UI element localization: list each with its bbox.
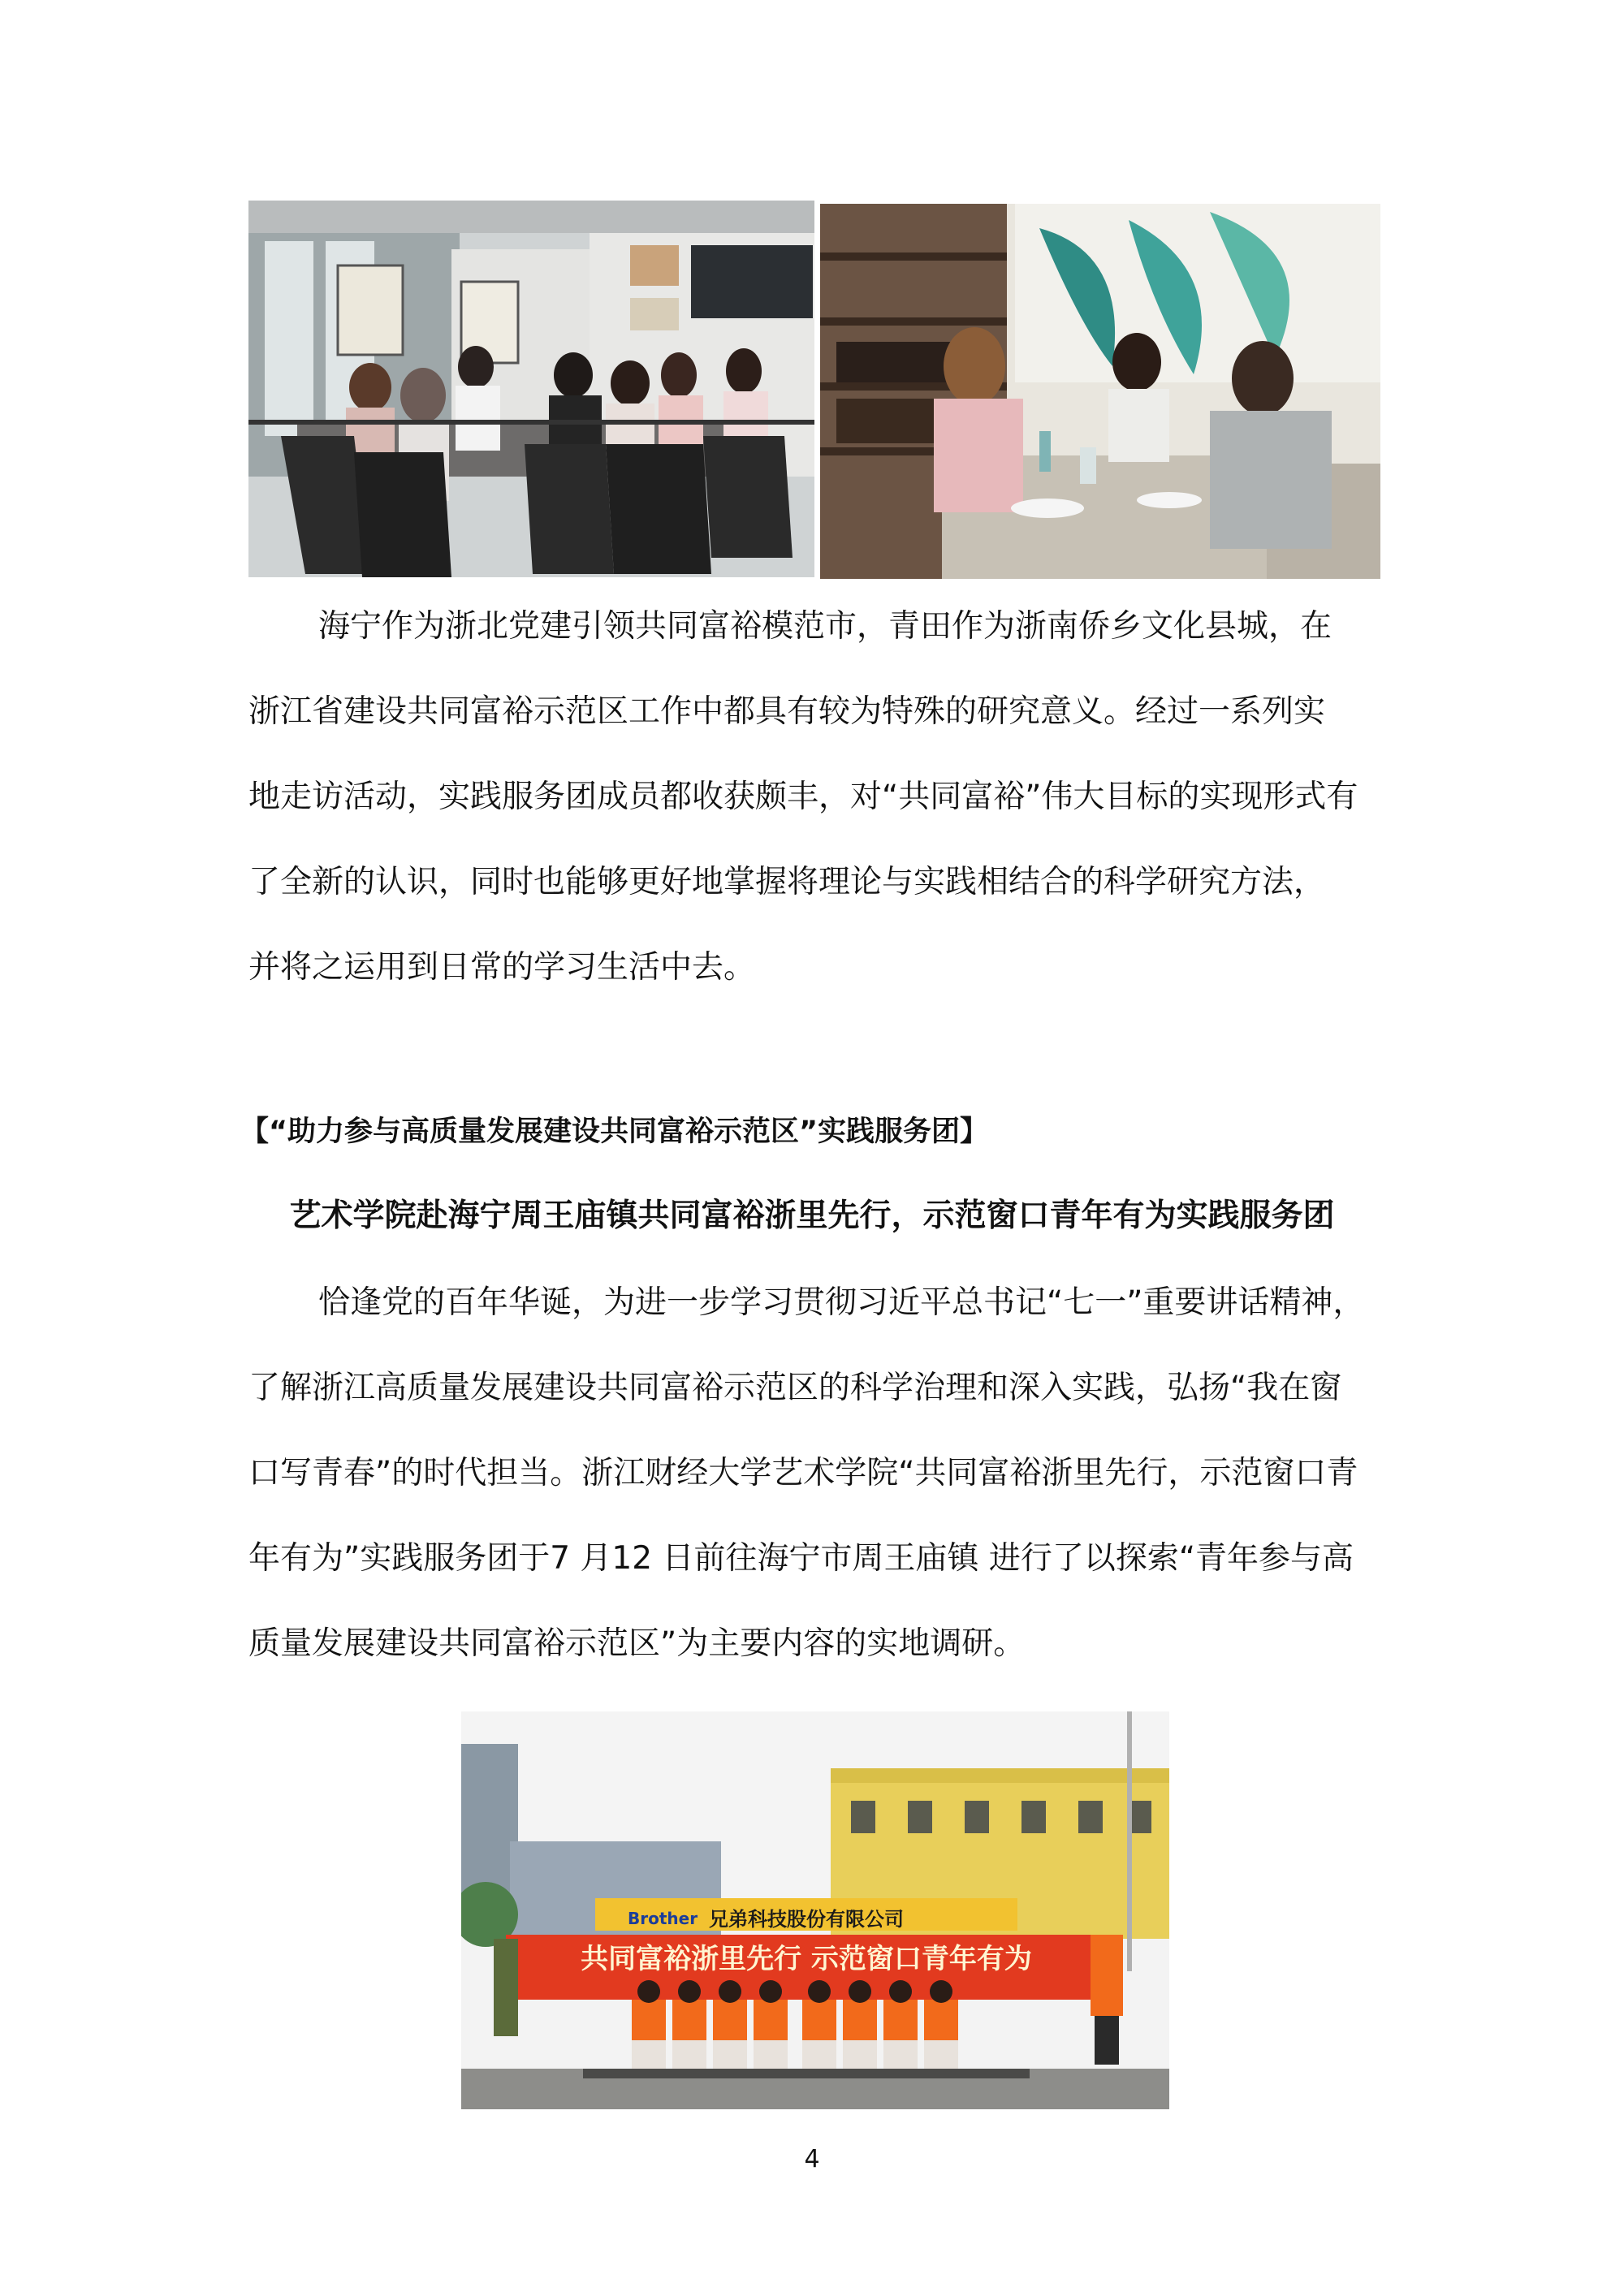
sign-brand: Brother xyxy=(628,1909,698,1928)
photo-meeting-icon xyxy=(820,204,1380,579)
paragraph-line: 了全新的认识，同时也能够更好地掌握将理论与实践相结合的科学研究方法， xyxy=(248,864,1326,900)
paragraph-line: 年有为”实践服务团于7 月12 日前往海宁市周王庙镇 进行了以探索“青年参与高 xyxy=(248,1540,1354,1577)
section-tag: 【“助力参与高质量发展建设共同富裕示范区”实践服务团】 xyxy=(240,1116,989,1148)
paragraph-line: 恰逢党的百年华诞，为进一步学习贯彻习近平总书记“七一”重要讲话精神， xyxy=(318,1284,1365,1321)
photo-meeting-cafe xyxy=(820,204,1380,579)
paragraph-line: 了解浙江高质量发展建设共同富裕示范区的科学治理和深入实践，弘扬“我在窗 xyxy=(248,1370,1342,1406)
paragraph-line: 浙江省建设共同富裕示范区工作中都具有较为特殊的研究意义。经过一系列实 xyxy=(248,693,1326,730)
banner-text: 共同富裕浙里先行 示范窗口青年有为 xyxy=(581,1943,1032,1975)
photo-meeting-icon xyxy=(248,201,814,577)
paragraph-line: 海宁作为浙北党建引领共同富裕模范市，青田作为浙南侨乡文化县城，在 xyxy=(318,608,1332,645)
paragraph-line: 并将之运用到日常的学习生活中去。 xyxy=(248,949,756,986)
section-heading: 艺术学院赴海宁周王庙镇共同富裕浙里先行，示范窗口青年有为实践服务团 xyxy=(289,1198,1335,1234)
paragraph-1 xyxy=(248,584,1397,1010)
paragraph-2 xyxy=(248,1260,1397,1686)
sign-text: 兄弟科技股份有限公司 xyxy=(709,1908,904,1931)
page-number: 4 xyxy=(804,2145,820,2173)
photo-meeting-office xyxy=(248,201,814,577)
photo-group xyxy=(461,1711,1169,2109)
paragraph-line: 口写青春”的时代担当。浙江财经大学艺术学院“共同富裕浙里先行，示范窗口青 xyxy=(248,1455,1358,1491)
paragraph-line: 质量发展建设共同富裕示范区”为主要内容的实地调研。 xyxy=(248,1625,1026,1662)
paragraph-line: 地走访活动，实践服务团成员都收获颇丰，对“共同富裕”伟大目标的实现形式有 xyxy=(248,779,1358,815)
photo-group-icon xyxy=(461,1711,1169,2109)
